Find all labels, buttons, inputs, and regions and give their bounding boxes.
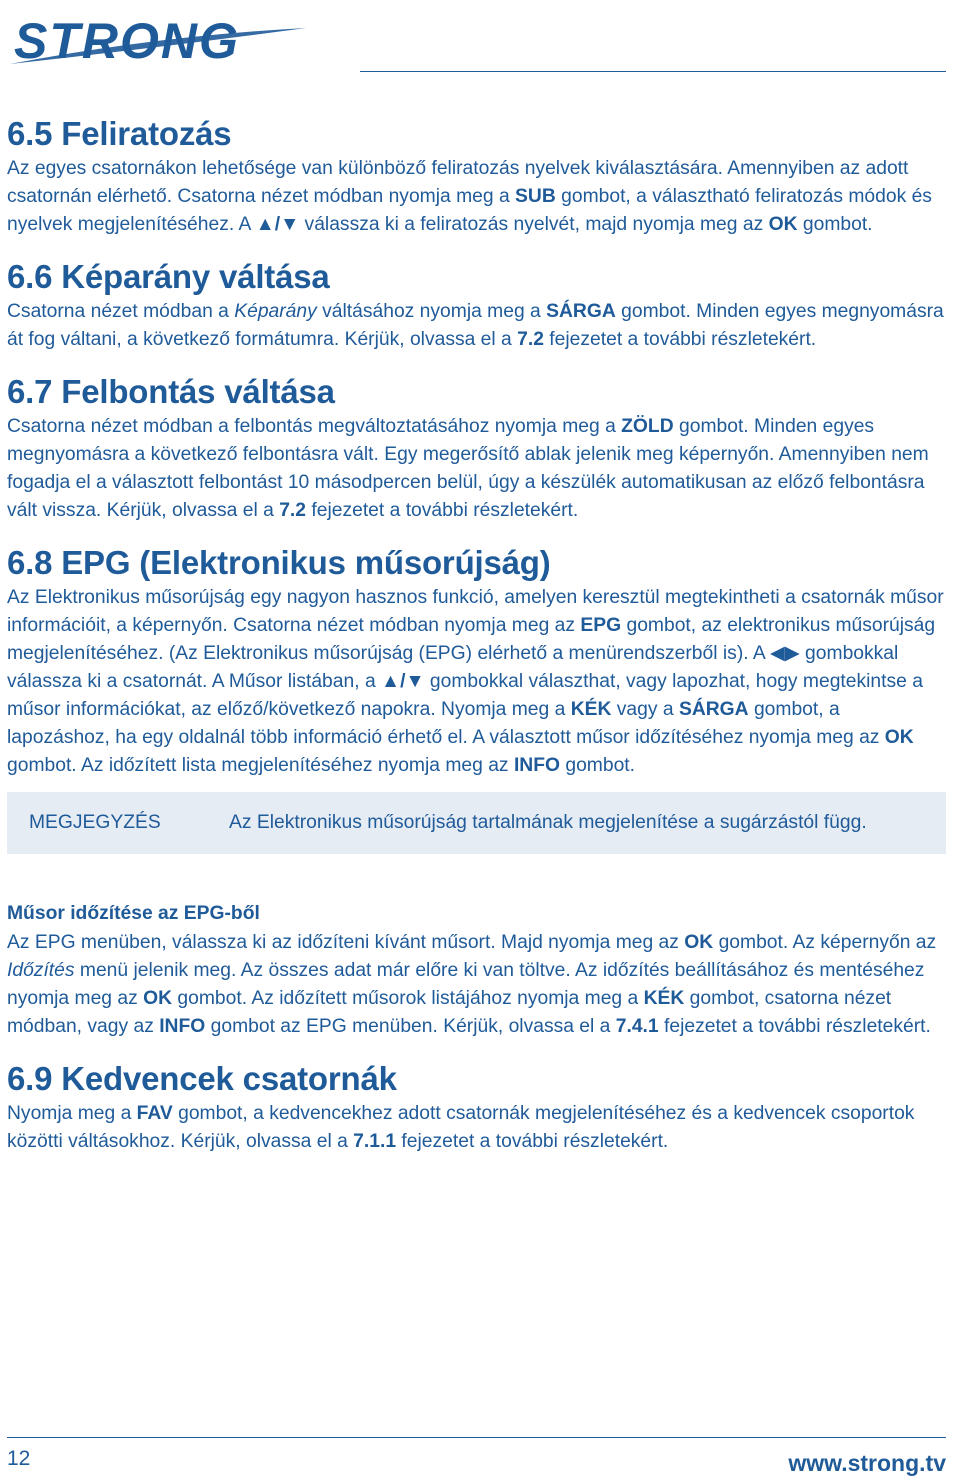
header-rule	[360, 71, 946, 72]
bold-term: 7.2	[279, 500, 307, 521]
text-run: gombot.	[797, 214, 873, 235]
text-run: gombot, a választható feliratozás módok és nyelvek megjelenítéséhez. A	[7, 186, 932, 235]
text-run: gombot, a lapozáshoz, ha egy oldalnál több információ érhető el. A választott műsor időzítéséhez nyomja meg az	[7, 699, 885, 748]
text-run: gombot. Minden egyes megnyomásra át fog váltani, a következő formátumra. Kérjük, olvassa el a	[7, 301, 944, 350]
section-6-9	[7, 1059, 946, 1156]
bold-term: SÁRGA	[678, 699, 749, 720]
subsection-paragraph	[7, 929, 946, 1041]
text-run: gombokkal választhat, vagy lapozhat, hogy megtekintse a műsor információkat, az előző/következő napokra. Nyomja meg a	[7, 671, 923, 720]
bold-term: INFO	[159, 1016, 206, 1037]
note-text: Az Elektronikus műsorújság tartalmának megjelenítése a sugárzástól függ.	[229, 812, 867, 833]
section-6-6	[7, 257, 946, 354]
website-link[interactable]: www.strong.tv	[788, 1450, 946, 1476]
bold-term: ▲/▼	[255, 214, 300, 235]
text-run: fejezetet a további részletekért.	[396, 1131, 669, 1152]
text-run: gombot.	[560, 755, 636, 776]
section-paragraph	[7, 298, 946, 354]
page-number: 12	[7, 1447, 31, 1470]
bold-term: ZÖLD	[621, 416, 674, 437]
text-run: Az Elektronikus műsorújság egy nagyon hasznos funkció, amelyen keresztül megtekintheti a csatornák műsor információit, a képernyőn. Csatorna nézet módban nyomja meg az	[7, 587, 944, 636]
text-run: Az EPG menüben, válassza ki az időzíteni kívánt műsort. Majd nyomja meg az	[7, 932, 685, 953]
text-run: gombot. Az időzített lista megjelenítéséhez nyomja meg az	[7, 755, 514, 776]
text-run: gombot. Az időzített műsorok listájához nyomja meg a	[172, 988, 644, 1009]
italic-term: Időzítés	[7, 960, 75, 981]
text-run: gombokkal válassza ki a csatornát. A Műsor listában, a	[7, 643, 899, 692]
bold-term: SÁRGA	[546, 301, 616, 322]
text-run: gombot, a kedvencekhez adott csatornák megjelenítéséhez és a kedvencek csoportok közötti váltásokhoz. Kérjük, olvassa el a	[7, 1103, 915, 1152]
text-run: vagy a	[611, 699, 679, 720]
text-run: gombot az EPG menüben. Kérjük, olvassa el a	[205, 1016, 616, 1037]
text-run: Csatorna nézet módban a	[7, 301, 235, 322]
text-run: váltásához nyomja meg a	[316, 301, 547, 322]
text-run: Csatorna nézet módban a felbontás megváltoztatásához nyomja meg a	[7, 416, 622, 437]
bold-term: OK	[884, 727, 914, 748]
bold-term: OK	[684, 932, 714, 953]
text-run: fejezetet a további részletekért.	[658, 1016, 931, 1037]
italic-term: Képarány	[234, 301, 317, 322]
bold-term: OK	[768, 214, 798, 235]
bold-term: 7.4.1	[615, 1016, 659, 1037]
bold-term: OK	[143, 988, 173, 1009]
section-paragraph	[7, 584, 946, 780]
svg-text:STRONG: STRONG	[14, 13, 240, 69]
bold-term: SUB	[515, 186, 556, 207]
text-run: fejezetet a további részletekért.	[306, 500, 579, 521]
text-run: gombot, az elektronikus műsorújság megjelenítéséhez. (Az Elektronikus műsorújság (EPG) elérhető a menürendszerből is). A	[7, 615, 936, 664]
text-run: menü jelenik meg. Az összes adat már előre ki van töltve. Az időzítés beállításához és mentéséhez nyomja meg az	[7, 960, 925, 1009]
section-title: 6.7 Felbontás váltása	[7, 373, 335, 410]
subsection-epg-timer	[7, 900, 946, 1041]
bold-term: EPG	[580, 615, 622, 636]
section-6-5	[7, 114, 946, 239]
text-run: gombot. Minden egyes megnyomásra a következő felbontásra vált. Egy megerősítő ablak jelenik meg képernyőn. Amennyiben nem fogadja el a választott felbontást 10 másodpercen belül, úgy a készülék automatikusan az előző felbontásra vált vissza. Kérjük, olvassa el a	[7, 416, 929, 521]
text-run: gombot, csatorna nézet módban, vagy az	[7, 988, 892, 1037]
bold-term: INFO	[513, 755, 560, 776]
text-run: fejezetet a további részletekért.	[543, 329, 817, 350]
text-run: Az egyes csatornákon lehetősége van különböző feliratozás nyelvek kiválasztására. Amennyiben az adott csatornán elérhető. Csatorna nézet módban nyomja meg a	[7, 158, 909, 207]
bold-term: 7.1.1	[353, 1131, 397, 1152]
note-box	[7, 792, 946, 854]
text-run: válassza ki a feliratozás nyelvét, majd nyomja meg az	[299, 214, 769, 235]
section-6-8	[7, 543, 946, 780]
bold-term: KÉK	[570, 699, 612, 720]
section-title: 6.9 Kedvencek csatornák	[7, 1060, 397, 1097]
bold-term: ▲/▼	[381, 671, 425, 692]
bold-term: ◀▶	[770, 643, 800, 664]
page-content	[7, 114, 946, 1174]
text-run: gombot. Az képernyőn az	[713, 932, 937, 953]
bold-term: FAV	[136, 1103, 173, 1124]
bold-term: KÉK	[643, 988, 685, 1009]
strong-logo	[6, 8, 311, 70]
section-6-7	[7, 372, 946, 525]
subsection-title: Műsor időzítése az EPG-ből	[7, 903, 260, 924]
section-paragraph	[7, 155, 946, 239]
bold-term: 7.2	[517, 329, 544, 350]
text-run: Nyomja meg a	[7, 1103, 137, 1124]
section-paragraph	[7, 413, 946, 525]
section-title: 6.5 Feliratozás	[7, 115, 232, 152]
footer-rule	[7, 1437, 946, 1438]
section-title: 6.6 Képarány váltása	[7, 258, 330, 295]
note-label: MEGJEGYZÉS	[29, 812, 161, 833]
section-paragraph	[7, 1100, 946, 1156]
section-title: 6.8 EPG (Elektronikus műsorújság)	[7, 544, 551, 581]
